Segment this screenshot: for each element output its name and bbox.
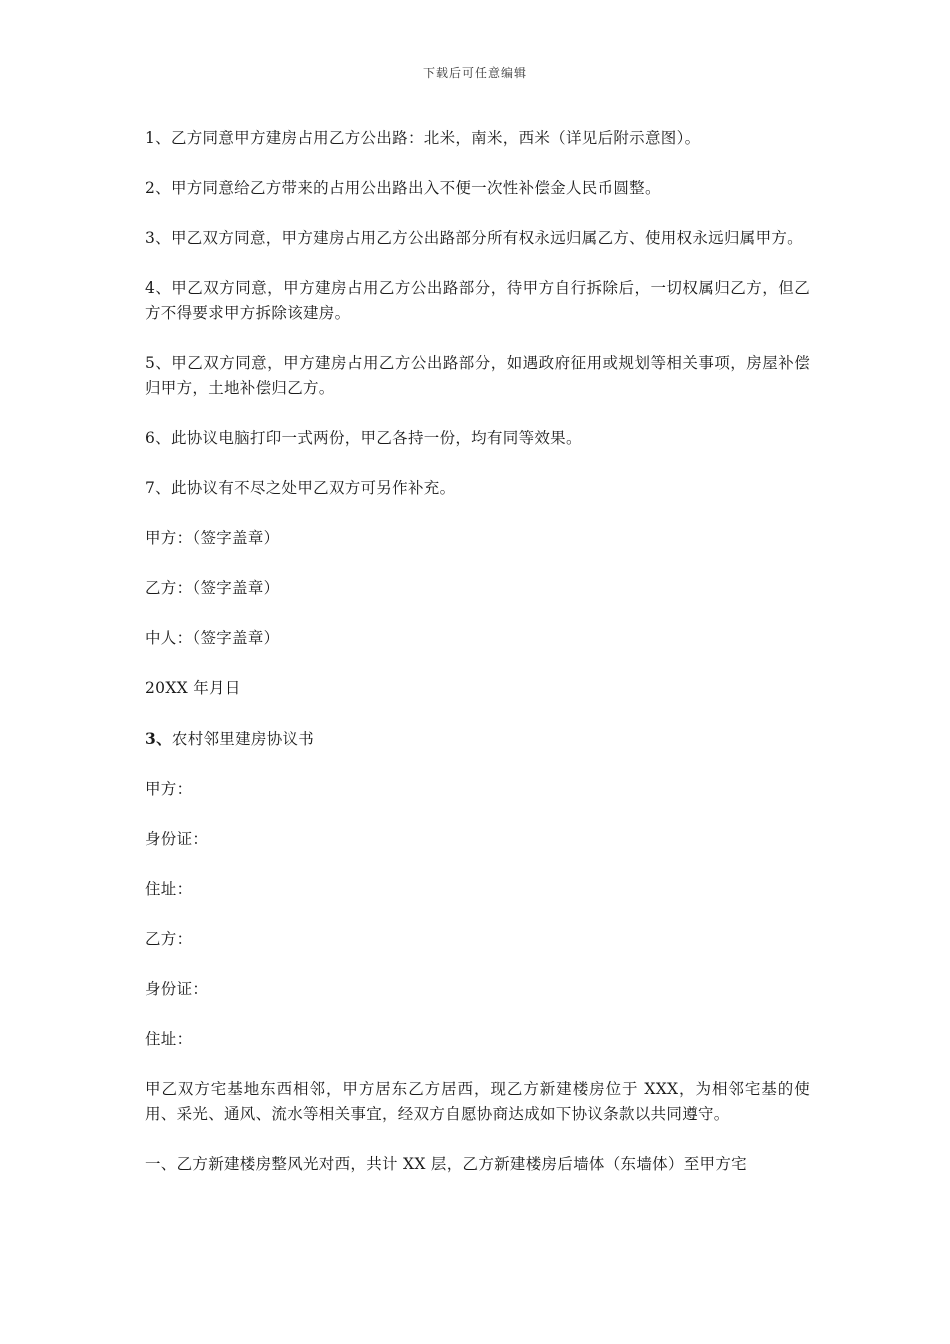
paragraph-6: 6、此协议电脑打印一式两份，甲乙各持一份，均有同等效果。 [145, 429, 582, 447]
party-b-address-label: 住址： [145, 1030, 193, 1048]
paragraph-2: 2、甲方同意给乙方带来的占用公出路出入不便一次性补偿金人民币圆整。 [145, 179, 661, 197]
document-body [145, 126, 810, 1202]
paragraph-5: 5、甲乙双方同意，甲方建房占用乙方公出路部分，如遇政府征用或规划等相关事项，房屋补偿归甲方，土地补偿归乙方。 [145, 354, 810, 397]
signature-date: 20XX 年月日 [145, 679, 241, 697]
party-a-label: 甲方： [145, 780, 193, 798]
section-number: 3、 [145, 729, 172, 748]
agreement-intro: 甲乙双方宅基地东西相邻，甲方居东乙方居西，现乙方新建楼房位于 XXX，为相邻宅基的使用、采光、通风、流水等相关事宜，经双方自愿协商达成如下协议条款以共同遵守。 [145, 1080, 810, 1123]
paragraph-7: 7、此协议有不尽之处甲乙双方可另作补充。 [145, 479, 456, 497]
section-title: 农村邻里建房协议书 [171, 730, 315, 748]
paragraph-3: 3、甲乙双方同意，甲方建房占用乙方公出路部分所有权永远归属乙方、使用权永远归属甲方。 [145, 229, 803, 247]
clause-1: 一、乙方新建楼房整风光对西，共计 XX 层，乙方新建楼房后墙体（东墙体）至甲方宅 [145, 1155, 747, 1173]
paragraph-1: 1、乙方同意甲方建房占用乙方公出路：北米，南米，西米（详见后附示意图）。 [145, 129, 701, 147]
party-a-id-label: 身份证： [145, 830, 209, 848]
signature-middleman: 中人：（签字盖章） [145, 629, 280, 647]
party-b-label: 乙方： [145, 930, 193, 948]
party-b-id-label: 身份证： [145, 980, 209, 998]
paragraph-4: 4、甲乙双方同意，甲方建房占用乙方公出路部分，待甲方自行拆除后，一切权属归乙方，但乙方不得要求甲方拆除该建房。 [145, 279, 810, 322]
signature-party-a: 甲方：（签字盖章） [145, 529, 280, 547]
section-heading [145, 726, 810, 752]
party-a-address-label: 住址： [145, 880, 193, 898]
signature-party-b: 乙方：（签字盖章） [145, 579, 280, 597]
page-header-note: 下载后可任意编辑 [422, 66, 527, 80]
